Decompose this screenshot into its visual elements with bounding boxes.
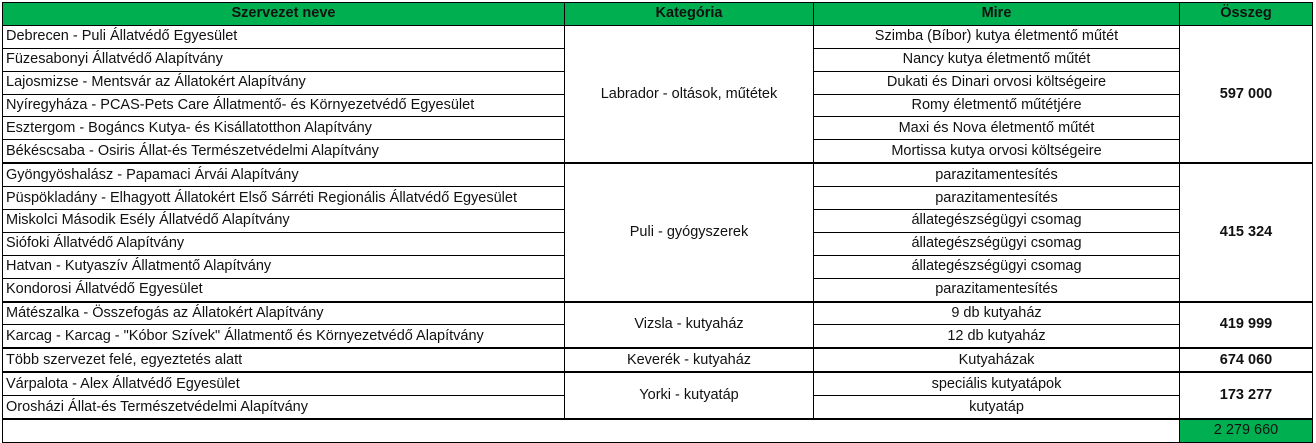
amount-cell[interactable]: 173 277 — [1180, 372, 1313, 419]
purpose-cell[interactable]: Romy életmentő műtétjére — [814, 94, 1180, 117]
header-org[interactable]: Szervezet neve — [3, 3, 565, 26]
total-row-blank[interactable] — [3, 419, 1180, 442]
purpose-cell[interactable]: kutyatáp — [814, 396, 1180, 419]
category-cell[interactable]: Puli - gyógyszerek — [565, 163, 814, 301]
category-cell[interactable]: Vizsla - kutyaház — [565, 302, 814, 349]
purpose-cell[interactable]: Nancy kutya életmentő műtét — [814, 48, 1180, 71]
purpose-cell[interactable]: parazitamentesítés — [814, 187, 1180, 210]
org-cell[interactable]: Orosházi Állat-és Természetvédelmi Alapítvány — [3, 396, 565, 419]
category-cell[interactable]: Yorki - kutyatáp — [565, 372, 814, 419]
org-cell[interactable]: Több szervezet felé, egyeztetés alatt — [3, 348, 565, 372]
purpose-cell[interactable]: 9 db kutyaház — [814, 302, 1180, 325]
org-cell[interactable]: Lajosmizse - Mentsvár az Állatokért Alapítvány — [3, 71, 565, 94]
org-cell[interactable]: Gyöngyöshalász - Papamaci Árvái Alapítvány — [3, 163, 565, 186]
table-row — [3, 163, 1313, 186]
table-row — [3, 302, 1313, 325]
purpose-cell[interactable]: állategészségügyi csomag — [814, 210, 1180, 233]
org-cell[interactable]: Karcag - Karcag - "Kóbor Szívek" Állatmentő és Környezetvédő Alapítvány — [3, 325, 565, 348]
purpose-cell[interactable]: speciális kutyatápok — [814, 372, 1180, 395]
purpose-cell[interactable]: Dukati és Dinari orvosi költségeire — [814, 71, 1180, 94]
header-category[interactable]: Kategória — [565, 3, 814, 26]
table-row — [3, 348, 1313, 372]
total-row — [3, 419, 1313, 442]
amount-cell[interactable]: 419 999 — [1180, 302, 1313, 349]
amount-cell[interactable]: 415 324 — [1180, 163, 1313, 301]
purpose-cell[interactable]: Kutyaházak — [814, 348, 1180, 372]
table-row — [3, 25, 1313, 48]
header-row — [3, 3, 1313, 26]
org-cell[interactable]: Miskolci Második Esély Állatvédő Alapítvány — [3, 210, 565, 233]
purpose-cell[interactable]: állategészségügyi csomag — [814, 232, 1180, 255]
category-cell[interactable]: Labrador - oltások, műtétek — [565, 25, 814, 163]
purpose-cell[interactable]: Maxi és Nova életmentő műtét — [814, 117, 1180, 140]
org-cell[interactable]: Nyíregyháza - PCAS-Pets Care Állatmentő- és Környezetvédő Egyesület — [3, 94, 565, 117]
org-cell[interactable]: Békéscsaba - Osiris Állat-és Természetvédelmi Alapítvány — [3, 140, 565, 163]
amount-cell[interactable]: 674 060 — [1180, 348, 1313, 372]
org-cell[interactable]: Kondorosi Állatvédő Egyesület — [3, 278, 565, 301]
purpose-cell[interactable]: 12 db kutyaház — [814, 325, 1180, 348]
purpose-cell[interactable]: állategészségügyi csomag — [814, 255, 1180, 278]
total-amount-cell[interactable]: 2 279 660 — [1180, 419, 1313, 442]
org-cell[interactable]: Siófoki Állatvédő Alapítvány — [3, 232, 565, 255]
org-cell[interactable]: Esztergom - Bogáncs Kutya- és Kisállatotthon Alapítvány — [3, 117, 565, 140]
org-cell[interactable]: Debrecen - Puli Állatvédő Egyesület — [3, 25, 565, 48]
category-cell[interactable]: Keverék - kutyaház — [565, 348, 814, 372]
table-row — [3, 372, 1313, 395]
purpose-cell[interactable]: parazitamentesítés — [814, 278, 1180, 301]
purpose-cell[interactable]: parazitamentesítés — [814, 163, 1180, 186]
org-cell[interactable]: Mátészalka - Összefogás az Állatokért Alapítvány — [3, 302, 565, 325]
purpose-cell[interactable]: Mortissa kutya orvosi költségeire — [814, 140, 1180, 163]
org-cell[interactable]: Püspökladány - Elhagyott Állatokért Első Sárréti Regionális Állatvédő Egyesület — [3, 187, 565, 210]
org-cell[interactable]: Várpalota - Alex Állatvédő Egyesület — [3, 372, 565, 395]
purpose-cell[interactable]: Szimba (Bíbor) kutya életmentő műtét — [814, 25, 1180, 48]
donation-table — [2, 2, 1313, 443]
org-cell[interactable]: Hatvan - Kutyaszív Állatmentő Alapítvány — [3, 255, 565, 278]
header-purpose[interactable]: Mire — [814, 3, 1180, 26]
header-amount[interactable]: Összeg — [1180, 3, 1313, 26]
amount-cell[interactable]: 597 000 — [1180, 25, 1313, 163]
org-cell[interactable]: Füzesabonyi Állatvédő Alapítvány — [3, 48, 565, 71]
